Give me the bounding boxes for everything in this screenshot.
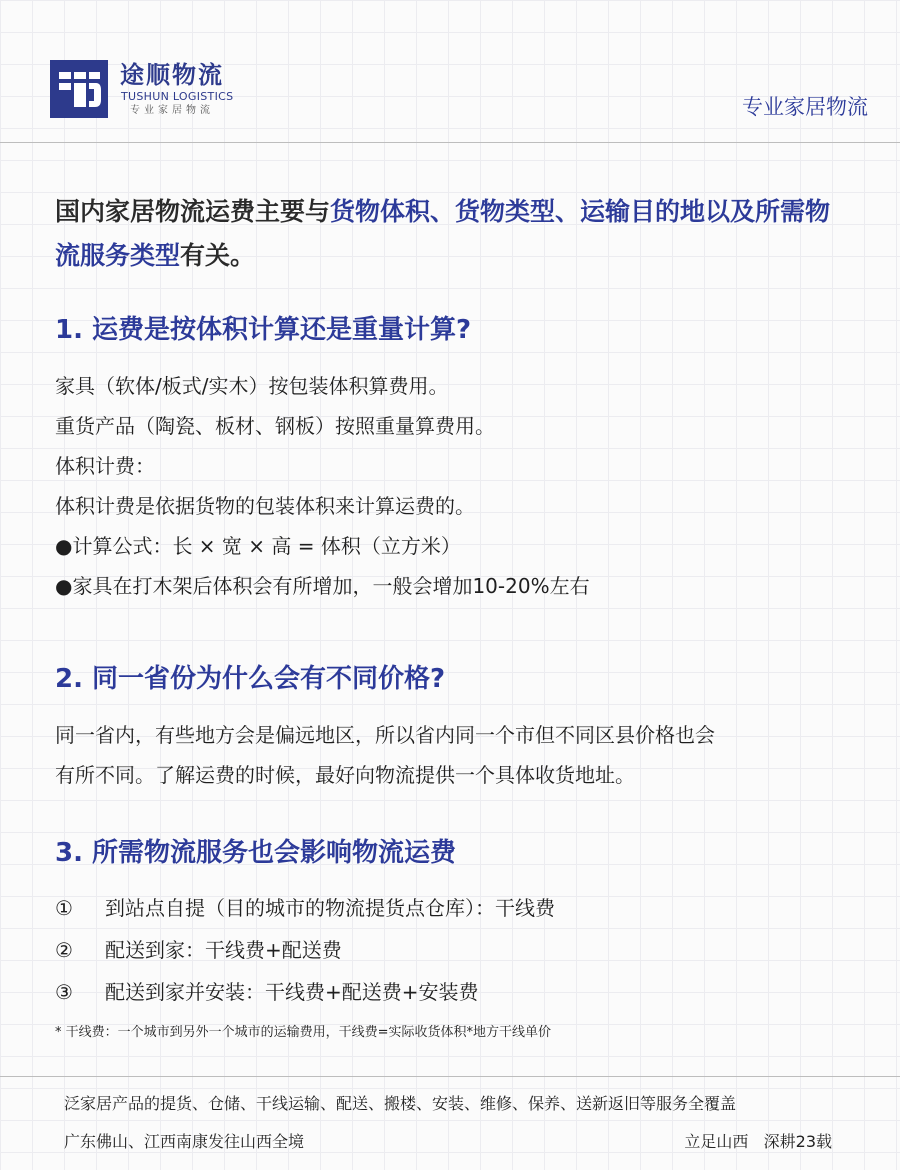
section-3-title: 3. 所需物流服务也会影响物流运费 bbox=[55, 838, 457, 868]
intro-text-start: 国内家居物流运费主要与 bbox=[55, 197, 331, 226]
service-item bbox=[55, 887, 855, 929]
service-item bbox=[55, 929, 855, 971]
section-1-body bbox=[55, 366, 855, 606]
footer-divider bbox=[0, 1076, 900, 1077]
section-1-title: 1. 运费是按体积计算还是重量计算? bbox=[55, 315, 472, 345]
service-item bbox=[55, 971, 855, 1013]
logo-chinese-name: 途顺物流 bbox=[120, 61, 224, 89]
service-item-text: 配送到家并安装：干线费+配送费+安装费 bbox=[105, 980, 479, 1004]
service-item-number: ① bbox=[55, 896, 73, 920]
section-1-line: 重货产品（陶瓷、板材、钢板）按照重量算费用。 bbox=[55, 414, 495, 438]
page-header bbox=[0, 0, 900, 142]
section-1-line: ●家具在打木架后体积会有所增加，一般会增加10-20%左右 bbox=[55, 574, 590, 598]
logo-tagline: 专业家居物流 bbox=[130, 105, 214, 116]
footnote: * 干线费：一个城市到另外一个城市的运输费用，干线费=实际收货体积*地方干线单价 bbox=[55, 1025, 552, 1040]
service-item-number: ② bbox=[55, 938, 73, 962]
service-item-number: ③ bbox=[55, 980, 73, 1004]
logo-english-name: TUSHUN LOGISTICS bbox=[121, 90, 234, 103]
service-item-text: 到站点自提（目的城市的物流提货点仓库）：干线费 bbox=[105, 896, 555, 920]
section-1-line: 体积计费是依据货物的包装体积来计算运费的。 bbox=[55, 494, 475, 518]
section-2-line: 有所不同。了解运费的时候，最好向物流提供一个具体收货地址。 bbox=[55, 763, 635, 787]
section-1-line: 体积计费： bbox=[55, 454, 155, 478]
footer-tagline: 立足山西 深耕23载 bbox=[684, 1132, 832, 1151]
header-divider bbox=[0, 142, 900, 143]
header-slogan: 专业家居物流 bbox=[742, 95, 868, 119]
section-1-line: ●计算公式：长 × 宽 × 高 = 体积（立方米） bbox=[55, 534, 461, 558]
section-2-line: 同一省内，有些地方会是偏远地区，所以省内同一个市但不同区县价格也会 bbox=[55, 723, 715, 747]
intro-text-end: 有关。 bbox=[180, 241, 256, 270]
footer-routes: 广东佛山、江西南康发往山西全境 bbox=[64, 1132, 305, 1151]
service-item-text: 配送到家：干线费+配送费 bbox=[105, 938, 342, 962]
section-2-body bbox=[55, 715, 855, 795]
intro-paragraph bbox=[55, 190, 855, 278]
tushun-logo-icon bbox=[50, 60, 108, 118]
section-1-line: 家具（软体/板式/实木）按包装体积算费用。 bbox=[55, 374, 449, 398]
section-3-list bbox=[55, 887, 855, 1013]
footer-services: 泛家居产品的提货、仓储、干线运输、配送、搬楼、安装、维修、保养、送新返旧等服务全覆盖 bbox=[64, 1094, 737, 1113]
intro-highlight: 货物体积、货物类型、运输目的地以及所需物流服务类型 bbox=[55, 197, 831, 270]
section-2-title: 2. 同一省份为什么会有不同价格? bbox=[55, 664, 446, 694]
